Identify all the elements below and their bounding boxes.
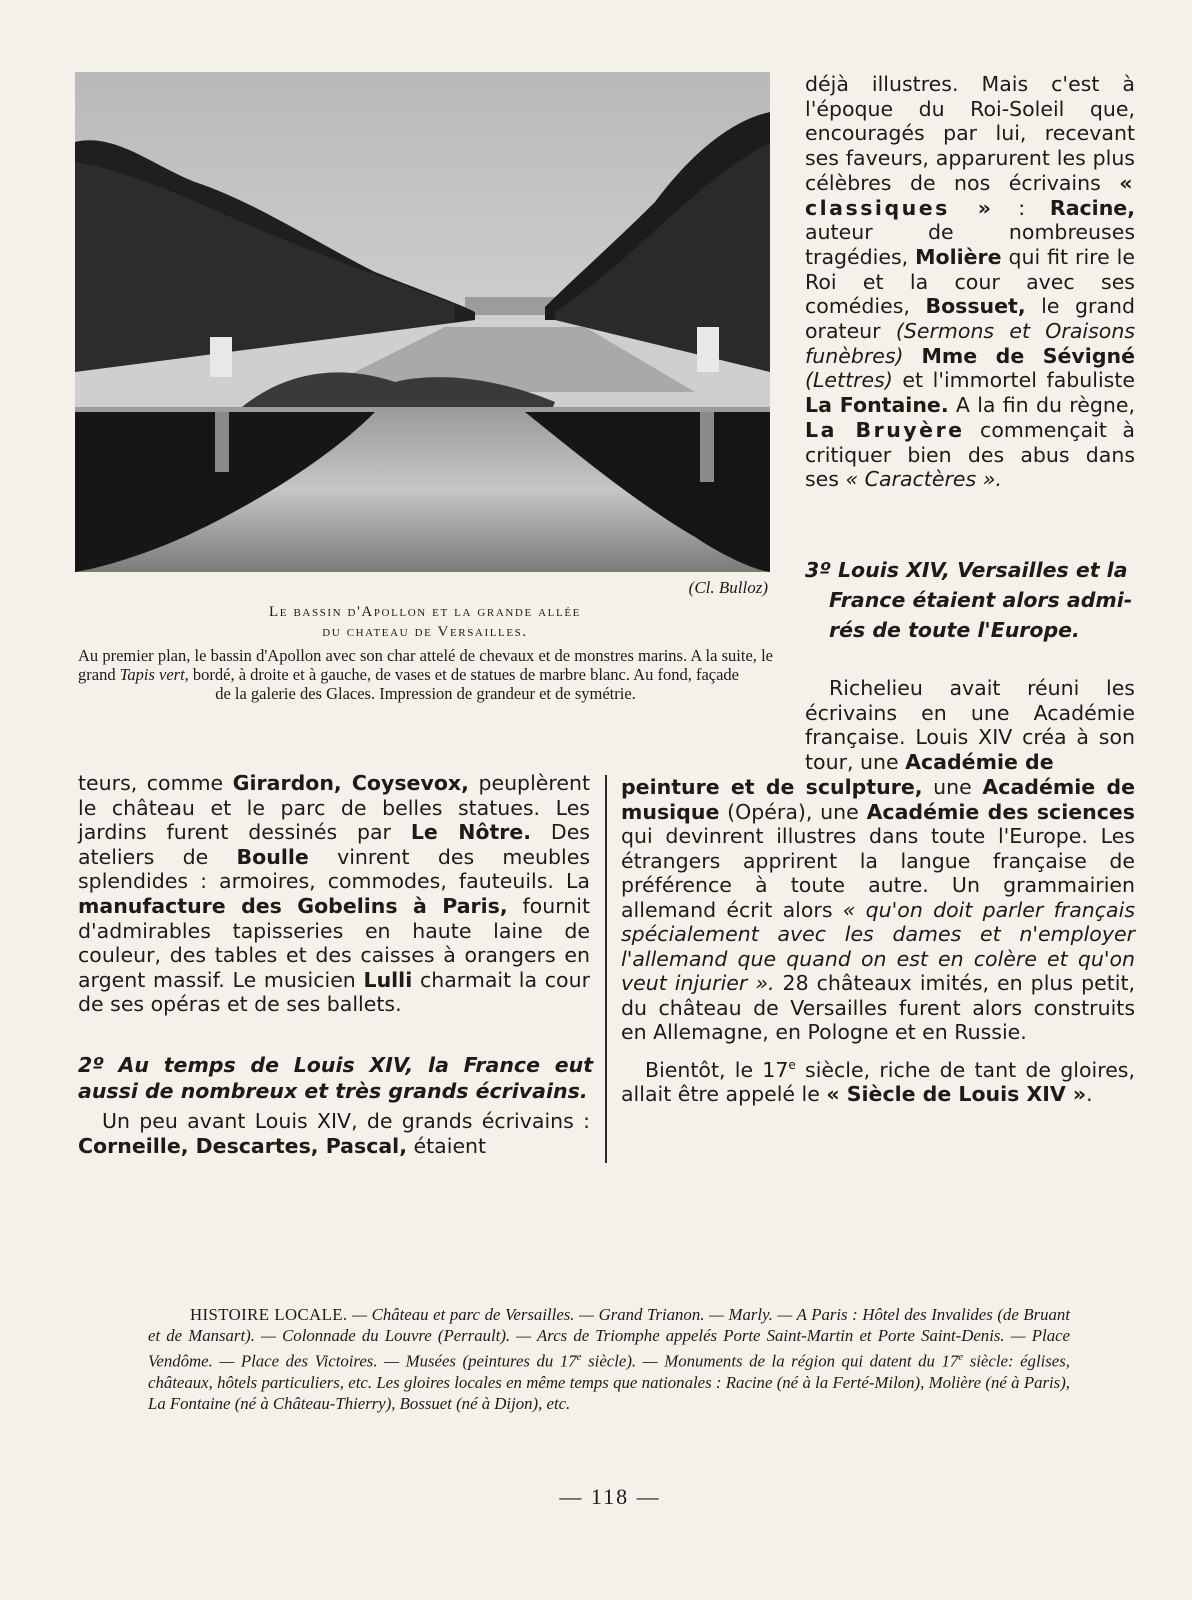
term-academie-sciences: Académie des sciences	[866, 799, 1135, 824]
text: charmait la cour de ses opéras et de ses ballets.	[78, 967, 590, 1017]
text: vinrent des meubles splendides : armoires, commodes, fauteuils. La	[78, 844, 591, 894]
heading3-line1: 3º Louis XIV, Versailles et la	[805, 558, 1128, 582]
text: qui fit rire le Roi et la cour avec ses comédies,	[805, 244, 1135, 319]
caption-tapis-vert: Tapis vert	[119, 665, 185, 684]
caption-title-line2: du chateau de Versailles.	[322, 624, 528, 640]
text: auteur de nombreuses tragédies,	[805, 220, 1135, 269]
photo-credit: (Cl. Bulloz)	[688, 578, 768, 597]
page-number: — 118 —	[559, 1484, 661, 1509]
text: teurs, comme	[78, 771, 233, 795]
text: (Opéra), une	[719, 799, 867, 824]
term-academie-musique: Académie de musique	[621, 775, 1135, 824]
name-racine: Racine,	[1049, 195, 1135, 220]
name-moliere: Molière	[915, 244, 1002, 269]
text: Un peu avant Louis XIV, de grands écrivains :	[102, 1109, 590, 1133]
term-siecle-louis-xiv: « Siècle de Louis XIV »	[826, 1081, 1087, 1106]
text: une	[922, 775, 983, 799]
text: déjà illustres. Mais c'est à l'époque du Roi-Soleil que, encouragés par lui, recevant ses faveurs, apparurent les plus célèbres de nos écrivains	[805, 72, 1135, 195]
names-writers: Corneille, Descartes, Pascal,	[78, 1133, 408, 1158]
local-history-note	[148, 1304, 1070, 1415]
column-divider	[605, 775, 607, 1163]
photo-caption-body	[78, 646, 773, 703]
term-peinture: peinture et de sculpture,	[621, 775, 923, 799]
paragraph	[621, 1053, 1135, 1107]
name-lafontaine: La Fontaine.	[805, 393, 949, 418]
name-lulli: Lulli	[363, 967, 413, 992]
caption-text-1: Au premier plan, le bassin d'Apollon avec son char attelé de chevaux et de monstres marins. A la suite, le grand	[78, 646, 773, 684]
term-academie: Académie de	[905, 750, 1054, 775]
work-caracteres: « Caractères ».	[845, 467, 1002, 492]
name-girardon-coysevox: Girardon, Coysevox,	[232, 771, 469, 795]
text: et l'immortel fabuliste	[892, 368, 1135, 393]
name-lenotre: Le Nôtre.	[410, 820, 532, 845]
text: Richelieu avait réuni les écrivains en une Académie française. Louis XIV créa à son tour, une	[805, 676, 1135, 775]
photo-illustration	[75, 72, 770, 572]
text: qui devinrent illustres dans toute l'Europe. Les étrangers apprirent la langue française de préférence à toute autre. Un grammairien allemand écrit alors	[621, 824, 1135, 922]
text: .	[1086, 1081, 1093, 1106]
text: fournit d'admirables tapisseries en haute laine de couleur, des tables et des caisses à orangers en argent massif. Le musicien	[78, 893, 590, 992]
left-column-text-2	[78, 1109, 590, 1158]
versailles-photo	[75, 72, 770, 572]
text: siècle, riche de tant de gloires, allait être appelé le	[621, 1057, 1135, 1106]
quote-grammairien: « qu'on doit parler français spécialement avec les dames et n'employer l'allemand que quand on est en colère et qu'on veut injurier ».	[621, 897, 1135, 995]
text: 28 châteaux imités, en plus petit, du château de Versailles furent alors construits en Allemagne, en Pologne et en Russie.	[621, 971, 1135, 1044]
right-column-top-text	[805, 72, 1135, 492]
text: :	[993, 195, 1050, 220]
name-sevigne: Mme de Sévigné	[921, 343, 1135, 368]
photo-caption-title	[85, 602, 765, 642]
paragraph	[621, 775, 1135, 1045]
term-classiques: « classiques »	[805, 170, 1135, 220]
text: Bientôt, le 17	[645, 1057, 789, 1082]
text: peuplèrent le château et le parc de belles statues. Les jardins furent dessinés par	[78, 771, 590, 845]
paragraph	[805, 676, 1135, 775]
heading3-line2: France étaient alors admi-	[829, 588, 1133, 612]
text: — Château et parc de Versailles. — Grand Trianon. — Marly. — A Paris : Hôtel des Invalides (de Bruant et de Mansart). — Colonnade du Louvre (Perrault). — Arcs de Triomphe appelés Porte Saint-Martin et Porte Saint-Denis. — Place Vendôme. — Place des Victoires. — Musées (peintures du 17	[148, 1305, 1070, 1371]
term-gobelins: manufacture des Gobelins à Paris,	[78, 893, 508, 918]
caption-text-3: de la galerie des Glaces. Impression de grandeur et de symétrie.	[215, 684, 636, 703]
right-column-text	[621, 775, 1135, 1106]
text: A la fin du règne,	[948, 393, 1135, 418]
text: commençait à critiquer bien des abus dans ses	[805, 417, 1135, 492]
local-history-heading: HISTOIRE LOCALE.	[190, 1305, 348, 1324]
caption-title-line1: Le bassin d'Apollon et la grande allée	[269, 604, 581, 620]
superscript: e	[788, 1057, 796, 1072]
text: Des ateliers de	[78, 820, 590, 869]
left-column-text	[78, 771, 590, 1017]
heading3-line3: rés de toute l'Europe.	[829, 618, 1080, 642]
text: le grand orateur	[805, 294, 1135, 344]
text: siècle: églises, châteaux, hôtels particuliers, etc. Les gloires locales en même temps que nationales : Racine (né à la Ferté-Milon), Molière (né à Paris), La Fontaine (né à Château-Thierry), Bossuet (né à Dijon), etc.	[148, 1351, 1070, 1414]
paragraph	[78, 1109, 590, 1158]
superscript: e	[958, 1350, 964, 1363]
name-bossuet: Bossuet,	[925, 294, 1026, 319]
text	[904, 344, 922, 368]
text: étaient	[407, 1133, 487, 1158]
paragraph	[148, 1304, 1070, 1415]
caption-text-2: , bordé, à droite et à gauche, de vases et de statues de marbre blanc. Au fond, façade	[184, 665, 740, 684]
section-heading-3	[805, 555, 1135, 645]
name-boulle: Boulle	[236, 844, 309, 869]
work-lettres: (Lettres)	[805, 368, 893, 393]
section-heading-2: 2º Au temps de Louis XIV, la France eut aussi de nombreux et très grands écrivains.	[78, 1053, 593, 1103]
superscript: e	[576, 1350, 582, 1363]
work-sermons: (Sermons et Oraisons funèbres)	[805, 319, 1136, 368]
right-column-mid-text	[805, 676, 1135, 775]
text: siècle). — Monuments de la région qui datent du 17	[581, 1351, 959, 1371]
name-labruyere: La Bruyère	[805, 417, 965, 442]
